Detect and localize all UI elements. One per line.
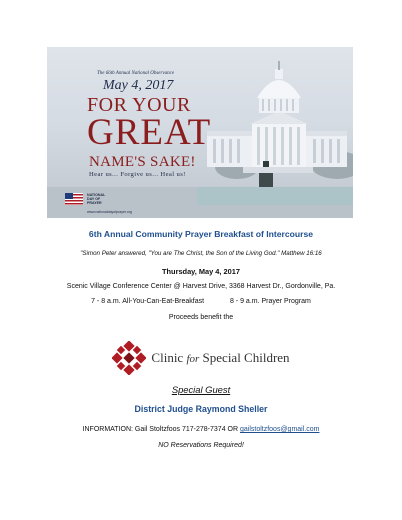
banner-headline-3: NAME'S SAKE!: [89, 154, 196, 170]
contact-text: INFORMATION: Gail Stoltzfoos 717-278-7374 OR: [82, 426, 240, 433]
contact-email-link[interactable]: gailstoltzfoos@gmail.com: [239, 426, 320, 433]
banner-headline-2: GREAT: [87, 112, 212, 153]
proceeds-note: Proceeds benefit the: [168, 314, 234, 321]
banner-url: www.nationaldayofprayer.org: [87, 210, 132, 214]
banner-tagline: Hear us... Forgive us... Heal us!: [89, 171, 186, 178]
event-title: 6th Annual Community Prayer Breakfast of Intercourse: [88, 229, 314, 239]
reservation-note: NO Reservations Required!: [158, 442, 244, 449]
clinic-name-part2: Special Children: [202, 350, 290, 365]
event-banner: [47, 47, 353, 218]
banner-date: May 4, 2017: [103, 78, 174, 93]
breakfast-time: 7 - 8 a.m. All-You-Can-Eat-Breakfast: [91, 298, 205, 305]
event-venue: Scenic Village Conference Center @ Harvest Drive, 3368 Harvest Dr., Gordonville, Pa.: [66, 283, 336, 290]
clinic-name-for: for: [186, 353, 200, 365]
banner-org-name: NATIONAL DAY OF PRAYER: [87, 193, 106, 205]
scripture-quote: "Simon Peter answered, "You are The Christ, the Son of the Living God." Matthew 16:16: [80, 250, 322, 257]
special-guest-name: District Judge Raymond Sheller: [134, 404, 268, 414]
program-time: 8 - 9 a.m. Prayer Program: [229, 298, 311, 305]
contact-info: [0, 426, 402, 434]
observance-note: The 66th Annual National Observance: [97, 71, 175, 76]
banner-headline-1: FOR YOUR: [87, 94, 191, 116]
clinic-name-part1: Clinic: [151, 350, 184, 365]
clinic-logo: [0, 338, 402, 378]
event-times: [0, 298, 402, 306]
event-date: Thursday, May 4, 2017: [162, 267, 240, 276]
clinic-quilt-icon: [112, 341, 146, 375]
special-guest-heading: Special Guest: [171, 384, 231, 395]
clinic-name: [151, 350, 289, 366]
